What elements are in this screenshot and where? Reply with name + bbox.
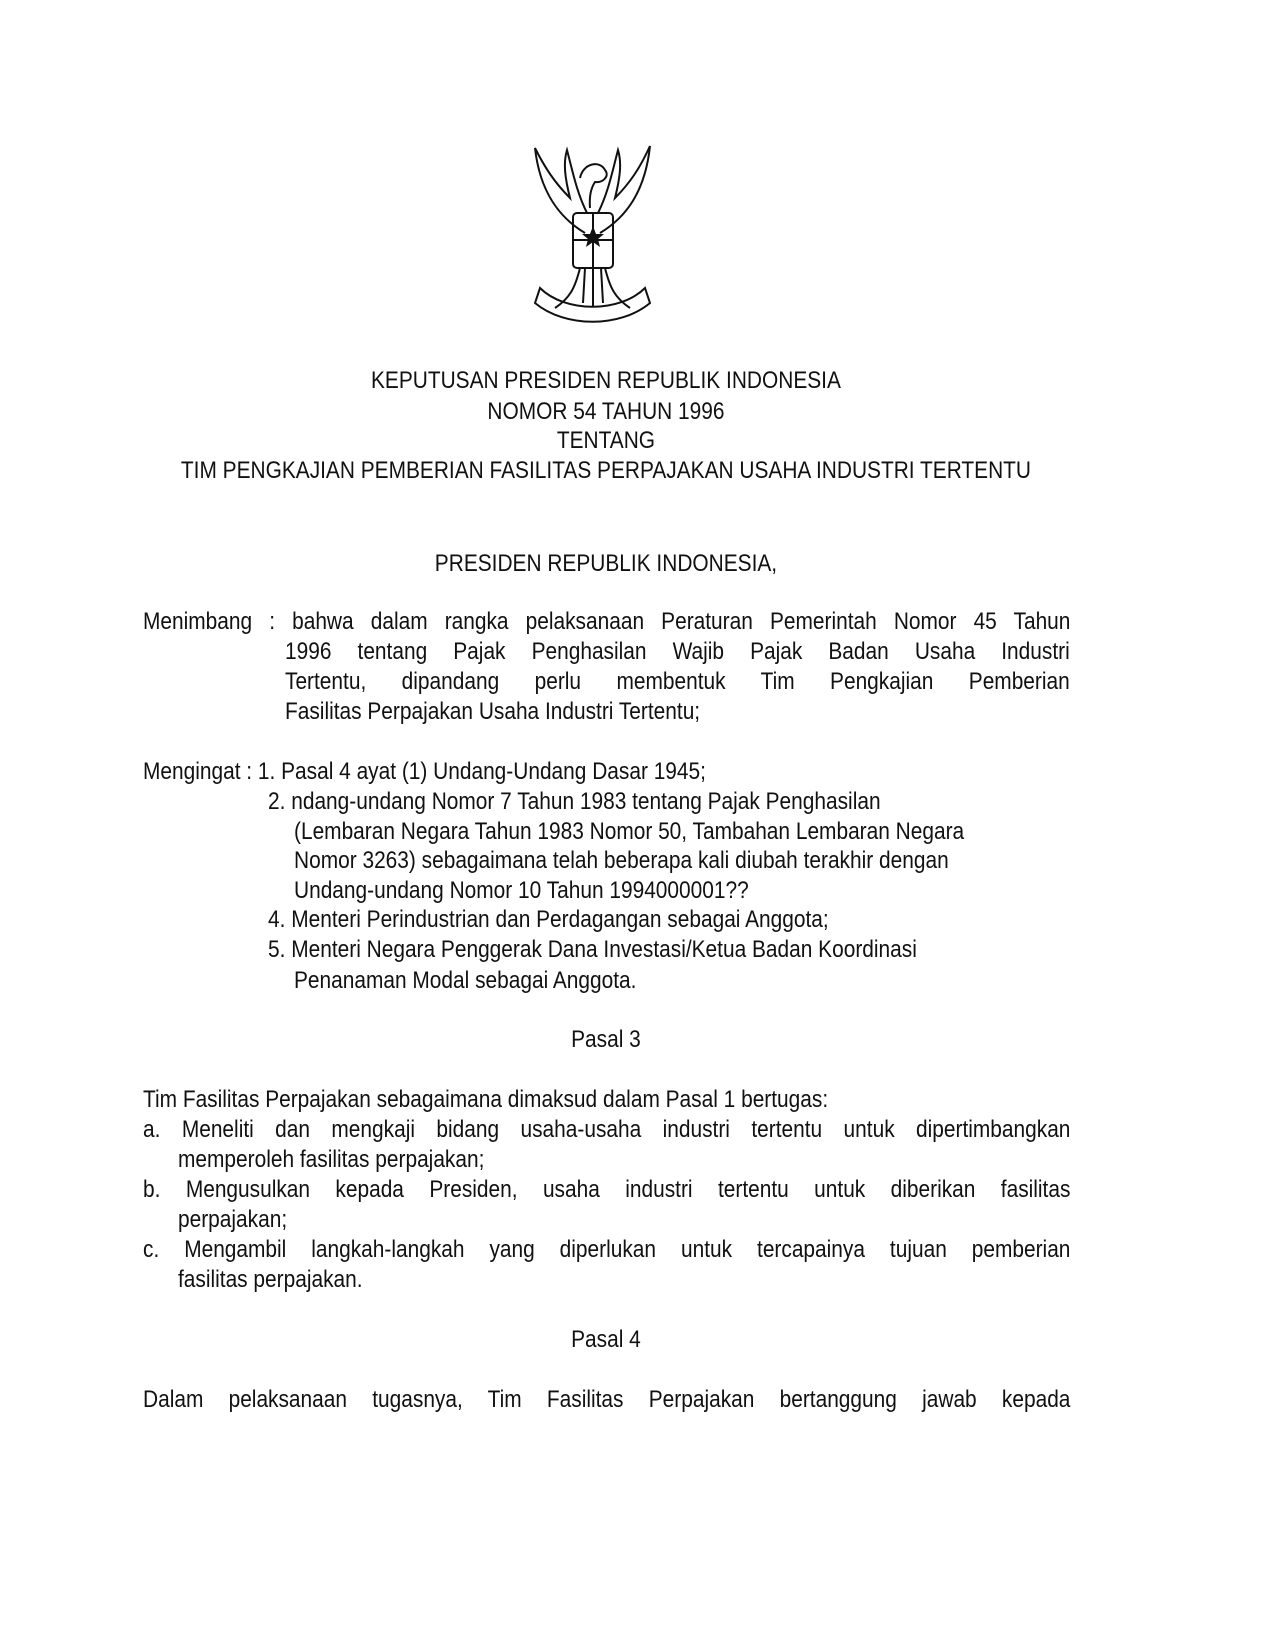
- mengingat-line: Nomor 3263) sebagaimana telah beberapa kali diubah terakhir dengan: [294, 847, 949, 874]
- mengingat-line: 4. Menteri Perindustrian dan Perdagangan sebagai Anggota;: [268, 906, 829, 933]
- menimbang-line: Menimbang : bahwa dalam rangka pelaksanaan Peraturan Pemerintah Nomor 45 Tahun: [143, 608, 1071, 635]
- title-line-1: KEPUTUSAN PRESIDEN REPUBLIK INDONESIA: [370, 367, 841, 394]
- mengingat-line: Undang-undang Nomor 10 Tahun 1994000001??: [294, 877, 749, 904]
- pasal4-heading: Pasal 4: [571, 1326, 641, 1353]
- pasal3-intro: Tim Fasilitas Perpajakan sebagaimana dimaksud dalam Pasal 1 bertugas:: [143, 1086, 829, 1113]
- title-line-3: TENTANG: [556, 427, 656, 454]
- president-heading: PRESIDEN REPUBLIK INDONESIA,: [434, 550, 778, 577]
- mengingat-line: 5. Menteri Negara Penggerak Dana Investasi/Ketua Badan Koordinasi: [268, 936, 917, 963]
- pasal3-item: fasilitas perpajakan.: [178, 1266, 363, 1293]
- title-line-4: TIM PENGKAJIAN PEMBERIAN FASILITAS PERPAJAKAN USAHA INDUSTRI TERTENTU: [180, 457, 1031, 484]
- menimbang-line: Tertentu, dipandang perlu membentuk Tim Pengkajian Pemberian: [285, 668, 1070, 695]
- mengingat-line: Penanaman Modal sebagai Anggota.: [294, 967, 637, 994]
- garuda-emblem-icon: [525, 138, 660, 338]
- title-line-2: NOMOR 54 TAHUN 1996: [487, 398, 725, 425]
- mengingat-line: Mengingat : 1. Pasal 4 ayat (1) Undang-Undang Dasar 1945;: [143, 758, 706, 785]
- menimbang-line: Fasilitas Perpajakan Usaha Industri Tertentu;: [285, 698, 701, 725]
- mengingat-line: (Lembaran Negara Tahun 1983 Nomor 50, Tambahan Lembaran Negara: [294, 818, 965, 845]
- pasal3-item: perpajakan;: [178, 1206, 288, 1233]
- pasal3-item: b. Mengusulkan kepada Presiden, usaha industri tertentu untuk diberikan fasilitas: [143, 1176, 1071, 1203]
- mengingat-line: 2. ndang-undang Nomor 7 Tahun 1983 tentang Pajak Penghasilan: [268, 788, 881, 815]
- pasal3-item: c. Mengambil langkah-langkah yang diperlukan untuk tercapainya tujuan pemberian: [143, 1236, 1071, 1263]
- pasal4-text: Dalam pelaksanaan tugasnya, Tim Fasilitas Perpajakan bertanggung jawab kepada: [143, 1386, 1071, 1413]
- menimbang-line: 1996 tentang Pajak Penghasilan Wajib Pajak Badan Usaha Industri: [285, 638, 1070, 665]
- pasal3-item: memperoleh fasilitas perpajakan;: [178, 1146, 485, 1173]
- pasal3-heading: Pasal 3: [571, 1026, 641, 1053]
- pasal3-item: a. Meneliti dan mengkaji bidang usaha-usaha industri tertentu untuk dipertimbangkan: [143, 1116, 1071, 1143]
